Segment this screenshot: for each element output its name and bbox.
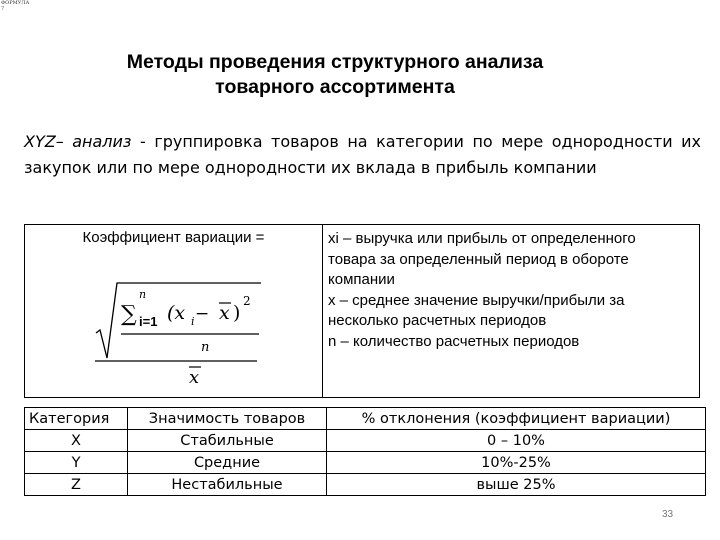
- coefficient-label: Коэффициент вариации =: [82, 229, 265, 246]
- row-category: X: [25, 430, 128, 452]
- table-row: [25, 430, 706, 452]
- page-title: [0, 50, 670, 100]
- term-xbar: x: [219, 302, 230, 324]
- explanation-line: товара за определенный период в обороте: [328, 250, 629, 268]
- explanation-line: x – среднее значение выручки/прибыли за: [328, 291, 625, 309]
- header-deviation: % отклонения (коэффициент вариации): [327, 408, 706, 430]
- explanation-line: несколько расчетных периодов: [328, 312, 547, 329]
- box-divider: [322, 225, 323, 397]
- title-line-1: Методы проведения структурного анализа: [126, 51, 544, 73]
- row-deviation: выше 25%: [327, 474, 706, 496]
- formula-graphic: [93, 263, 263, 388]
- row-category: Z: [25, 474, 128, 496]
- inner-denominator: n: [201, 340, 210, 355]
- variation-formula: [93, 263, 263, 388]
- intro-paragraph: [24, 129, 701, 181]
- sum-lower: i=1: [139, 314, 158, 329]
- sum-symbol: ∑: [121, 302, 137, 327]
- row-category: Y: [25, 452, 128, 474]
- explanation-line: компании: [328, 271, 395, 288]
- corner-mark: ФОРМУЛА 7: [1, 0, 30, 12]
- title-line-2: товарного ассортимента: [215, 76, 455, 98]
- intro-term: XYZ– анализ: [24, 132, 132, 151]
- category-table: [24, 407, 706, 496]
- intro-text: - группировка товаров на категории по мере однородности их закупок или по мере однородности их вклада в прибыль компании: [24, 132, 702, 177]
- term-minus: −: [195, 304, 210, 324]
- row-importance: Стабильные: [128, 430, 327, 452]
- term-close: ): [233, 302, 241, 324]
- row-importance: Средние: [128, 452, 327, 474]
- explanation-line: xi – выручка или прибыль от определенного: [328, 230, 636, 247]
- term-sub: i: [191, 315, 195, 328]
- table-header-row: [25, 408, 706, 430]
- table-row: [25, 474, 706, 496]
- sum-upper: n: [139, 288, 147, 301]
- page-number: 33: [662, 509, 674, 520]
- row-deviation: 0 – 10%: [327, 430, 706, 452]
- term-open: (x: [167, 302, 186, 324]
- header-category: Категория: [25, 408, 128, 430]
- header-importance: Значимость товаров: [128, 408, 327, 430]
- formula-box: [24, 224, 700, 398]
- explanation-line: n – количество расчетных периодов: [328, 332, 580, 350]
- outer-denominator: x: [189, 367, 200, 388]
- row-importance: Нестабильные: [128, 474, 327, 496]
- term-power: 2: [243, 294, 251, 308]
- row-deviation: 10%-25%: [327, 452, 706, 474]
- formula-explanation: [328, 229, 698, 352]
- table-row: [25, 452, 706, 474]
